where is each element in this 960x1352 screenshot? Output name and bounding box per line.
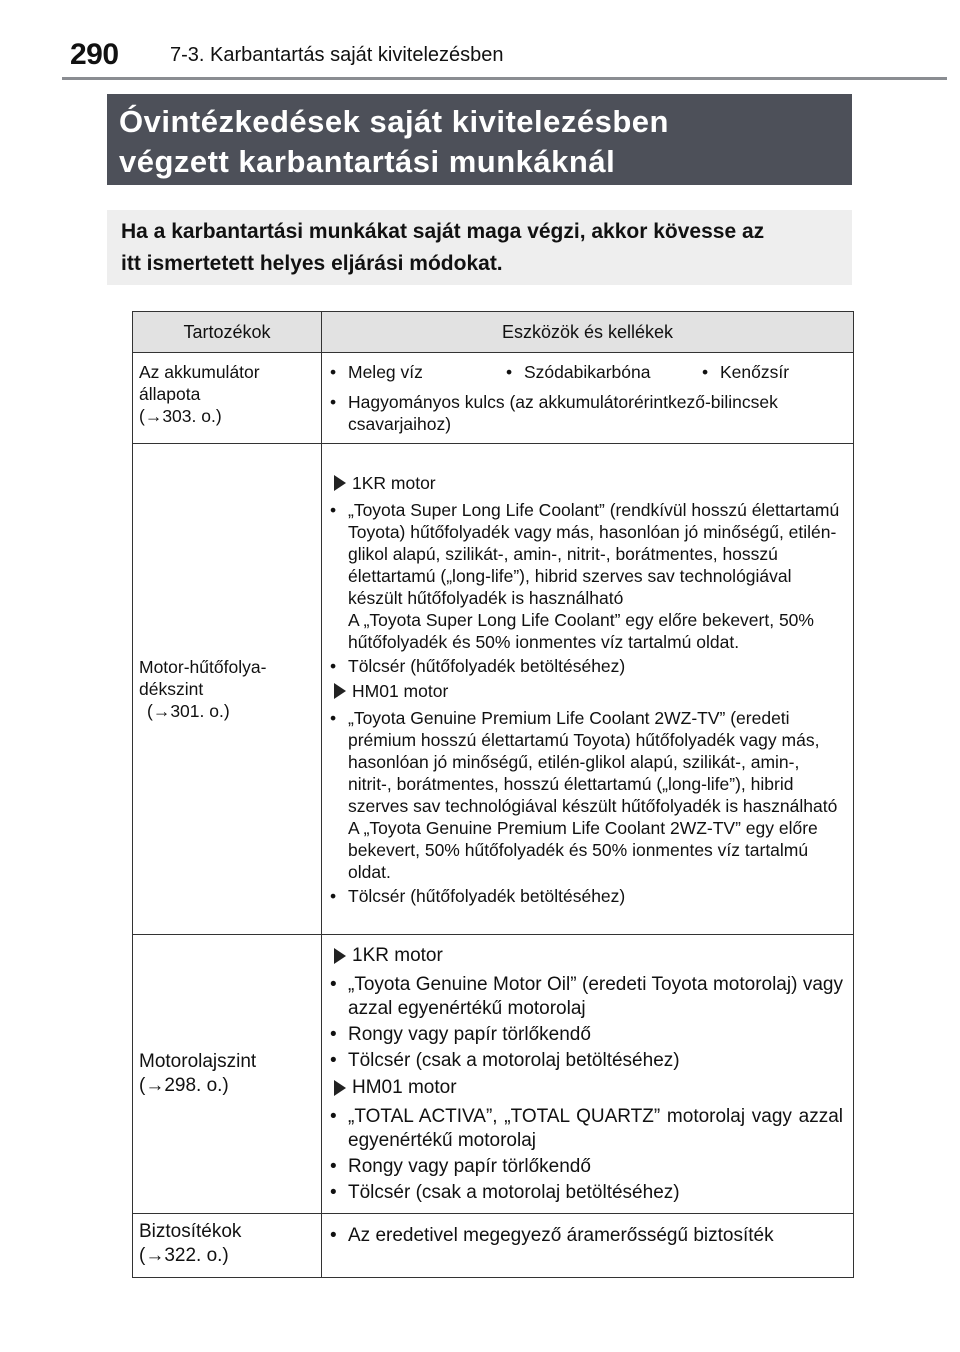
table-row xyxy=(133,935,854,1214)
item-cell xyxy=(133,444,322,935)
triangle-bullet-icon xyxy=(334,683,346,699)
engine-subheading: 1KR motor xyxy=(330,944,843,968)
triangle-bullet-icon xyxy=(334,948,346,964)
section-title xyxy=(107,94,852,185)
item-label: Az akkumulátor xyxy=(139,362,260,382)
inline-list xyxy=(330,359,843,385)
engine-subheading: HM01 motor xyxy=(330,1076,843,1100)
list-item: • „TOTAL ACTIVA”, „TOTAL QUARTZ” motorolaj vagy azzal egyenértékű motorolaj xyxy=(330,1106,843,1151)
list-item: • „Toyota Genuine Motor Oil” (eredeti Toyota motorolaj) vagy azzal egyenértékű motorolaj xyxy=(330,974,843,1019)
list-item: • Meleg víz xyxy=(330,362,423,382)
item-cell xyxy=(133,1214,322,1278)
intro-line: itt ismertetett helyes eljárási módokat. xyxy=(121,252,503,275)
section-title-line: végzett karbantartási munkáknál xyxy=(119,144,616,179)
item-label: dékszint xyxy=(139,679,204,699)
item-cell xyxy=(133,935,322,1214)
page-reference: (→322. o.) xyxy=(139,1245,229,1266)
column-header: Eszközök és kellékek xyxy=(322,312,854,353)
list-item: • „Toyota Genuine Premium Life Coolant 2WZ-TV” (eredeti prémium hosszú élettartamú Toyota) hűtőfolyadék vagy más, hasonlóan jó minőségű, etilén-glikol alapú, szilikát-, amin-, nitrit-, borátmentes, hosszú élettartamú („long-life”), hibrid szerves sav technológiával készült hűtőfolyadék is használható A „Toyota Genuine Premium Life Coolant 2WZ-TV” egy előre bekevert, 50% hűtőfolyadék és 50% ionmentes víz tartalmú oldat. xyxy=(330,708,838,882)
tools-cell xyxy=(322,935,854,1214)
column-header: Tartozékok xyxy=(133,312,322,353)
page-reference: (→303. o.) xyxy=(139,406,222,426)
list-item: • Rongy vagy papír törlőkendő xyxy=(330,1024,591,1045)
engine-subheading: HM01 motor xyxy=(330,680,843,702)
tools-cell xyxy=(322,353,854,444)
triangle-bullet-icon xyxy=(334,1080,346,1096)
list-item: • Hagyományos kulcs (az akkumulátorérintkező-bilincsek csavarjaihoz) xyxy=(330,392,778,434)
list-item: • Az eredetivel megegyező áramerősségű biztosíték xyxy=(330,1225,774,1246)
section-title-line: Óvintézkedések saját kivitelezésben xyxy=(119,104,669,139)
chapter-heading: 7-3. Karbantartás saját kivitelezésben xyxy=(170,44,504,66)
page-number: 290 xyxy=(70,38,119,71)
tools-cell xyxy=(322,444,854,935)
list-item: • „Toyota Super Long Life Coolant” (rendkívül hosszú élettartamú Toyota) hűtőfolyadék vagy más, hasonlóan jó minőségű, etilén-glikol alapú, szilikát-, amin-, nitrit-, borátmentes, hosszú élettartamú („long-life”), hibrid szerves sav technológiával készült hűtőfolyadék is használható A „Toyota Super Long Life Coolant” egy előre bekevert, 50% hűtőfolyadék és 50% ionmentes víz tartalmú oldat. xyxy=(330,500,840,652)
list-item: • Szódabikarbóna xyxy=(506,362,651,382)
maintenance-table xyxy=(132,311,854,1278)
item-label: állapota xyxy=(139,384,201,404)
table-header-row xyxy=(133,312,854,353)
table-row xyxy=(133,444,854,935)
table-row xyxy=(133,353,854,444)
list-item: • Kenőzsír xyxy=(702,362,790,382)
header-rule xyxy=(62,77,947,80)
item-cell xyxy=(133,353,322,444)
triangle-bullet-icon xyxy=(334,475,346,491)
intro-box xyxy=(107,210,852,285)
list-item: • Tölcsér (csak a motorolaj betöltéséhez) xyxy=(330,1182,680,1203)
page-reference: (→298. o.) xyxy=(139,1075,229,1096)
item-label: Biztosítékok xyxy=(139,1221,242,1242)
intro-line: Ha a karbantartási munkákat saját maga végzi, akkor kövesse az xyxy=(121,220,765,243)
tools-cell xyxy=(322,1214,854,1278)
list-item: • Tölcsér (hűtőfolyadék betöltéséhez) xyxy=(330,656,626,676)
item-label: Motorolajszint xyxy=(139,1051,257,1072)
list-item: • Tölcsér (hűtőfolyadék betöltéséhez) xyxy=(330,886,626,906)
table-row xyxy=(133,1214,854,1278)
engine-subheading: 1KR motor xyxy=(330,472,843,494)
item-label: Motor-hűtőfolya- xyxy=(139,657,267,677)
list-item: • Rongy vagy papír törlőkendő xyxy=(330,1156,591,1177)
list-item: • Tölcsér (csak a motorolaj betöltéséhez) xyxy=(330,1050,680,1071)
page-reference: (→301. o.) xyxy=(147,701,230,721)
